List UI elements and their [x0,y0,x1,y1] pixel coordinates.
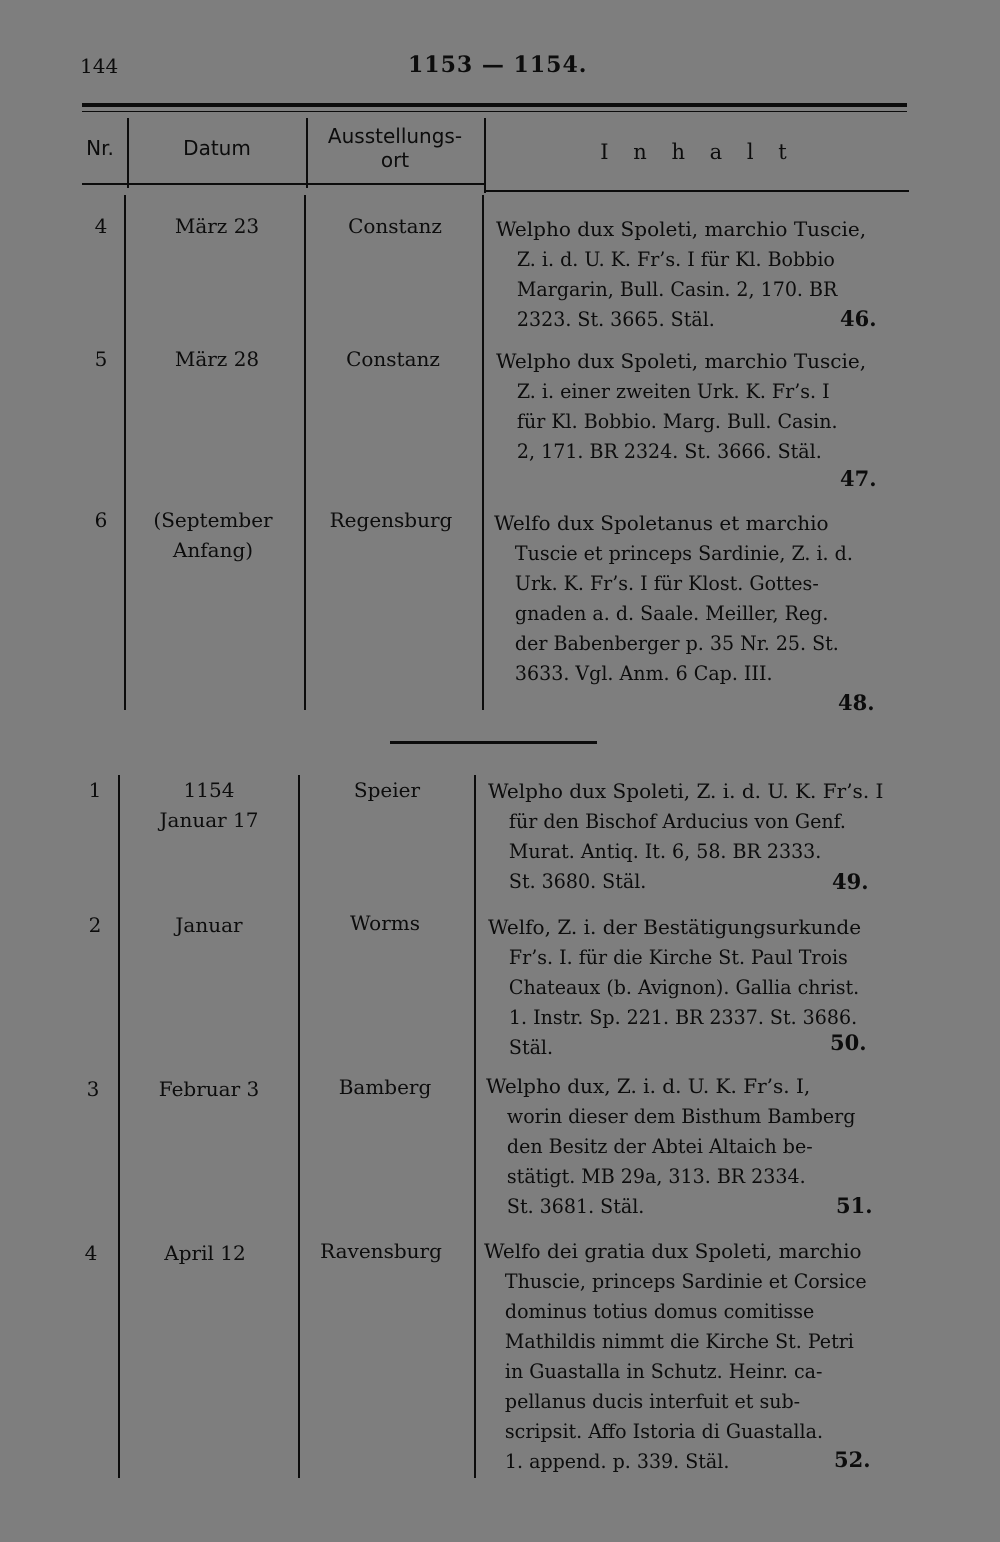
column-divider [484,118,486,193]
content-line: in Guastalla in Schutz. Heinr. ca- [504,1359,823,1383]
entry-number: 52. [834,1447,871,1472]
content-line: Welpho dux Spoleti, marchio Tuscie, [496,349,867,373]
entry-date [124,775,294,835]
header-bottom-rule-left [82,183,484,185]
column-divider [124,195,126,710]
content-line: 1. append. p. 339. Stäl. [504,1449,730,1473]
entry-place: Ravensburg [320,1239,442,1263]
entry-date: März 23 [174,214,260,238]
entry-content [484,1236,894,1476]
entry-date-line1: 1154 [183,778,235,802]
entry-date: März 28 [174,347,260,371]
entry-nr: 2 [88,913,102,937]
content-line: Welfo dei gratia dux Spoleti, marchio [484,1239,862,1263]
entry-nr: 1 [88,778,102,802]
content-line: der Babenberger p. 35 Nr. 25. St. [514,631,839,655]
entry-content [494,508,904,688]
content-line: stätigt. MB 29a, 313. BR 2334. [506,1164,806,1188]
entry-number: 49. [832,869,869,894]
entry-number: 50. [830,1030,867,1055]
entry-date-line2: Anfang) [172,538,254,562]
entry-place: Constanz [346,347,440,371]
content-line: Chateaux (b. Avignon). Gallia christ. [508,975,860,999]
page-number: 144 [80,54,119,78]
content-line: Welfo dux Spoletanus et marchio [494,511,829,535]
column-divider [474,775,476,1478]
content-line: Welfo, Z. i. der Bestätigungsurkunde [488,915,862,939]
content-line: St. 3681. Stäl. [506,1194,645,1218]
entry-nr: 3 [86,1077,100,1101]
column-divider [298,775,300,1478]
top-rule-thick [82,103,907,107]
entry-number: 46. [840,306,877,331]
content-line: 2323. St. 3665. Stäl. [516,307,715,331]
header-bottom-rule-right [484,190,909,192]
entry-place: Regensburg [329,508,453,532]
content-line: worin dieser dem Bisthum Bamberg [506,1104,856,1128]
content-line: für Kl. Bobbio. Marg. Bull. Casin. [516,409,838,433]
content-line: Thuscie, princeps Sardinie et Corsice [504,1269,867,1293]
header-ort-line2: ort [380,148,410,172]
content-line: scripsit. Affo Istoria di Guastalla. [504,1419,823,1443]
entry-nr: 4 [84,1241,98,1265]
content-line: Tuscie et princeps Sardinie, Z. i. d. [514,541,853,565]
column-divider [127,118,129,188]
top-rule-thin [82,111,907,112]
content-line: 1. Instr. Sp. 221. BR 2337. St. 3686. [508,1005,858,1029]
column-divider [482,195,484,710]
content-line: Mathildis nimmt die Kirche St. Petri [504,1329,854,1353]
entry-date-line1: (September [153,508,273,532]
content-line: Stäl. [508,1035,554,1059]
entry-number: 51. [836,1193,873,1218]
header-datum: Datum [183,136,251,160]
entry-date: April 12 [164,1241,246,1265]
entry-date [128,505,298,565]
content-line: gnaden a. d. Saale. Meiller, Reg. [514,601,829,625]
entry-nr: 5 [94,347,108,371]
header-ort [308,124,482,172]
entry-place: Constanz [348,214,442,238]
content-line: Margarin, Bull. Casin. 2, 170. BR [516,277,838,301]
content-line: Urk. K. Fr’s. I für Klost. Gottes- [514,571,819,595]
content-line: Murat. Antiq. It. 6, 58. BR 2333. [508,839,822,863]
content-line: dominus totius domus comitisse [504,1299,815,1323]
column-divider [118,775,120,1478]
entry-number: 47. [840,466,877,491]
entry-nr: 4 [94,214,108,238]
entry-nr: 6 [94,508,108,532]
content-line: pellanus ducis interfuit et sub- [504,1389,801,1413]
running-title: 1153 — 1154. [408,52,588,78]
content-line: Z. i. einer zweiten Urk. K. Fr’s. I [516,379,830,403]
content-line: Welpho dux Spoleti, marchio Tuscie, [496,217,867,241]
header-ort-line1: Ausstellungs- [327,124,463,148]
column-divider [304,195,306,710]
content-line: für den Bischof Arducius von Genf. [508,809,846,833]
content-line: den Besitz der Abtei Altaich be- [506,1134,813,1158]
content-line: St. 3680. Stäl. [508,869,647,893]
entry-date: Februar 3 [158,1077,260,1101]
entry-place: Worms [349,911,421,935]
content-line: 3633. Vgl. Anm. 6 Cap. III. [514,661,773,685]
content-line: Z. i. d. U. K. Fr’s. I für Kl. Bobbio [516,247,835,271]
content-line: Welpho dux Spoleti, Z. i. d. U. K. Fr’s. I [488,779,884,803]
entry-number: 48. [838,690,875,715]
entry-date-line2: Januar 17 [159,808,259,832]
entry-place: Speier [353,778,421,802]
section-separator-rule [390,741,597,744]
entry-place: Bamberg [338,1075,432,1099]
content-line: Fr’s. I. für die Kirche St. Paul Trois [508,945,848,969]
entry-content [486,1071,896,1221]
header-nr: Nr. [86,136,114,160]
header-inhalt: I n h a l t [600,140,796,164]
content-line: Welpho dux, Z. i. d. U. K. Fr’s. I, [486,1074,811,1098]
entry-date: Januar [175,913,243,937]
content-line: 2, 171. BR 2324. St. 3666. Stäl. [516,439,822,463]
entry-content [496,346,906,466]
